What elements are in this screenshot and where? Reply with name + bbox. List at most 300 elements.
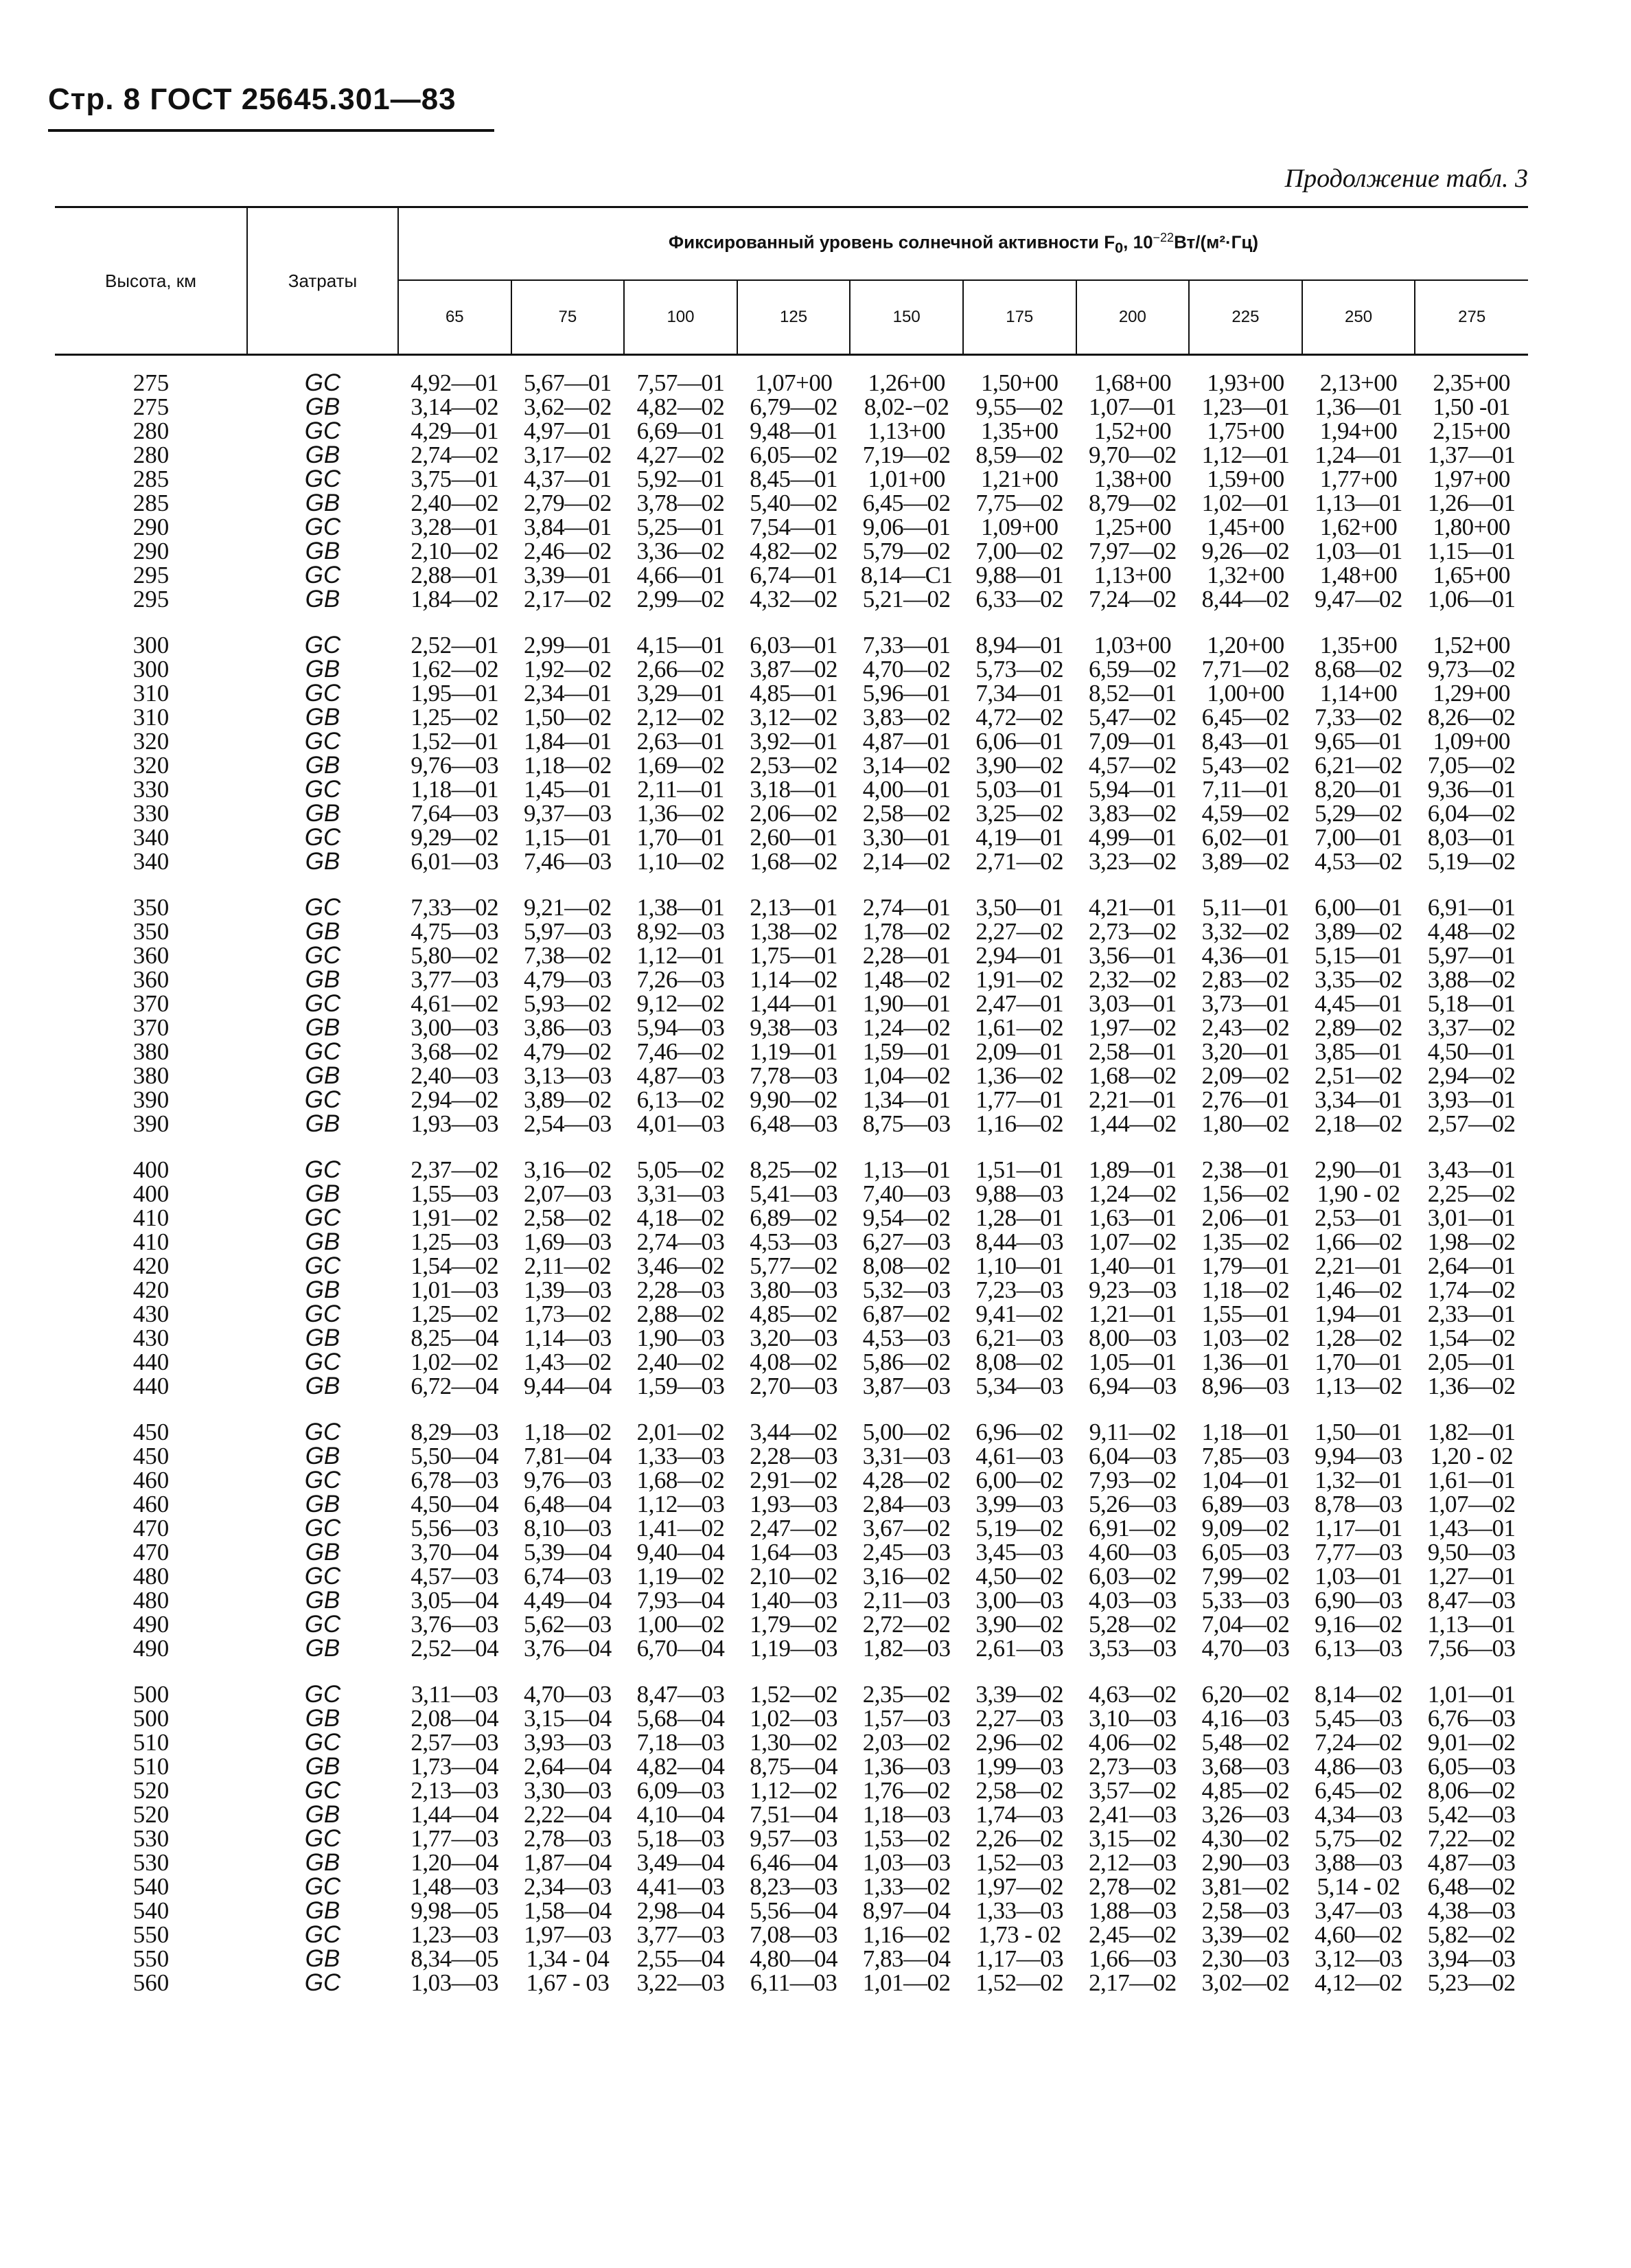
header-level-250: 250 bbox=[1302, 280, 1415, 355]
value-cell: 8,47—03 bbox=[1427, 1587, 1516, 1614]
value-cell: 7,40—03 bbox=[862, 1180, 951, 1207]
value-cell: 1,03—01 bbox=[1315, 1563, 1402, 1590]
value-cell: 1,44—01 bbox=[750, 990, 837, 1017]
value-cell: 1,73 - 02 bbox=[978, 1921, 1061, 1948]
altitude-cell: 550 bbox=[132, 1945, 170, 1972]
value-cell: 1,19—02 bbox=[636, 1563, 725, 1590]
value-cell: 4,87—01 bbox=[862, 728, 951, 755]
value-cell: 1,32—01 bbox=[1315, 1467, 1402, 1493]
value-cell: 7,23—03 bbox=[975, 1276, 1064, 1303]
value-cell: 7,38—02 bbox=[524, 942, 612, 969]
value-cell: 1,52—03 bbox=[975, 1849, 1064, 1876]
value-cell: 1,59—01 bbox=[862, 1038, 951, 1065]
table-row bbox=[55, 443, 1528, 467]
value-cell: 2,70—03 bbox=[750, 1373, 837, 1399]
value-cell: 1,90—03 bbox=[636, 1325, 725, 1351]
value-cell: 3,70—04 bbox=[410, 1539, 499, 1566]
value-cell: 4,72—02 bbox=[975, 704, 1064, 731]
group-spacer bbox=[55, 1398, 1528, 1420]
spacer-cell bbox=[55, 1398, 1528, 1420]
value-cell: 9,06—01 bbox=[862, 514, 951, 540]
altitude-cell: 420 bbox=[132, 1276, 170, 1303]
value-cell: 5,14 - 02 bbox=[1317, 1873, 1400, 1900]
value-cell: 9,44—04 bbox=[524, 1373, 612, 1399]
value-cell: 4,75—03 bbox=[410, 918, 499, 945]
value-cell: 2,37—02 bbox=[410, 1156, 499, 1183]
table-row bbox=[55, 1064, 1528, 1088]
value-cell: 3,68—02 bbox=[410, 1038, 499, 1065]
cost-cell: GC bbox=[304, 824, 341, 851]
value-cell: 6,03—01 bbox=[750, 632, 837, 658]
value-cell: 3,44—02 bbox=[750, 1419, 837, 1445]
value-cell: 2,17—02 bbox=[1088, 1969, 1177, 1996]
value-cell: 7,22—02 bbox=[1427, 1825, 1516, 1852]
value-cell: 1,45—01 bbox=[524, 776, 612, 803]
value-cell: 2,46—02 bbox=[524, 538, 612, 564]
value-cell: 3,39—01 bbox=[524, 562, 612, 588]
cost-cell: GB bbox=[305, 538, 340, 564]
value-cell: 4,03—03 bbox=[1088, 1587, 1177, 1614]
cost-cell: GB bbox=[305, 1753, 340, 1780]
value-cell: 1,48+00 bbox=[1319, 562, 1398, 588]
value-cell: 1,79—02 bbox=[750, 1611, 837, 1638]
value-cell: 1,57—03 bbox=[862, 1705, 951, 1732]
table-row bbox=[55, 1636, 1528, 1660]
value-cell: 1,25+00 bbox=[1094, 514, 1172, 540]
value-cell: 4,85—01 bbox=[750, 680, 837, 707]
table-row bbox=[55, 705, 1528, 729]
table-row bbox=[55, 1730, 1528, 1754]
altitude-cell: 380 bbox=[132, 1062, 170, 1089]
altitude-cell: 420 bbox=[132, 1252, 170, 1279]
table-row bbox=[55, 1540, 1528, 1564]
cost-cell: GB bbox=[305, 1062, 340, 1089]
altitude-cell: 285 bbox=[132, 466, 170, 492]
value-cell: 1,20 - 02 bbox=[1430, 1443, 1514, 1469]
cost-cell: GC bbox=[304, 562, 341, 588]
table-row bbox=[55, 1230, 1528, 1254]
value-cell: 2,78—02 bbox=[1088, 1873, 1177, 1900]
value-cell: 3,15—04 bbox=[524, 1705, 612, 1732]
value-cell: 4,79—03 bbox=[524, 966, 612, 993]
value-cell: 1,55—03 bbox=[410, 1180, 499, 1207]
value-cell: 9,23—03 bbox=[1088, 1276, 1177, 1303]
value-cell: 2,17—02 bbox=[524, 586, 612, 612]
value-cell: 2,15+00 bbox=[1433, 417, 1510, 444]
value-cell: 6,01—03 bbox=[410, 848, 499, 875]
altitude-cell: 520 bbox=[132, 1801, 170, 1828]
value-cell: 7,34—01 bbox=[975, 680, 1064, 707]
table-row bbox=[55, 1851, 1528, 1875]
table-row bbox=[55, 1754, 1528, 1778]
cost-cell: GC bbox=[304, 466, 341, 492]
value-cell: 1,36—03 bbox=[862, 1753, 951, 1780]
value-cell: 1,66—02 bbox=[1315, 1228, 1402, 1255]
cost-cell: GB bbox=[305, 1849, 340, 1876]
value-cell: 2,58—02 bbox=[862, 800, 951, 827]
value-cell: 1,43—01 bbox=[1427, 1515, 1516, 1542]
table-row bbox=[55, 515, 1528, 539]
value-cell: 4,00—01 bbox=[862, 776, 951, 803]
value-cell: 5,05—02 bbox=[636, 1156, 725, 1183]
value-cell: 3,12—03 bbox=[1315, 1945, 1402, 1972]
value-cell: 8,59—02 bbox=[975, 442, 1064, 468]
value-cell: 1,03—03 bbox=[410, 1969, 499, 1996]
value-cell: 1,35—02 bbox=[1201, 1228, 1290, 1255]
value-cell: 1,68—02 bbox=[750, 848, 837, 875]
value-cell: 1,13+00 bbox=[1094, 562, 1172, 588]
value-cell: 2,57—02 bbox=[1427, 1110, 1516, 1137]
cost-cell: GC bbox=[304, 990, 341, 1017]
value-cell: 1,68—02 bbox=[636, 1467, 725, 1493]
value-cell: 7,00—02 bbox=[975, 538, 1064, 564]
table-row bbox=[55, 371, 1528, 395]
value-cell: 5,97—01 bbox=[1427, 942, 1516, 969]
table-row bbox=[55, 1254, 1528, 1278]
value-cell: 2,41—03 bbox=[1088, 1801, 1177, 1828]
value-cell: 7,11—01 bbox=[1202, 776, 1289, 803]
altitude-cell: 480 bbox=[132, 1563, 170, 1590]
value-cell: 3,02—02 bbox=[1201, 1969, 1290, 1996]
value-cell: 1,17—01 bbox=[1315, 1515, 1402, 1542]
value-cell: 4,66—01 bbox=[636, 562, 725, 588]
value-cell: 1,68+00 bbox=[1094, 369, 1172, 396]
value-cell: 7,54—01 bbox=[750, 514, 837, 540]
value-cell: 2,47—01 bbox=[975, 990, 1064, 1017]
cost-cell: GB bbox=[305, 848, 340, 875]
cost-cell: GB bbox=[305, 752, 340, 779]
value-cell: 7,24—02 bbox=[1088, 586, 1177, 612]
value-cell: 1,24—01 bbox=[1315, 442, 1402, 468]
value-cell: 6,11—03 bbox=[750, 1969, 837, 1996]
header-level-65: 65 bbox=[398, 280, 511, 355]
value-cell: 3,13—03 bbox=[524, 1062, 612, 1089]
value-cell: 1,87—04 bbox=[524, 1849, 612, 1876]
header-level-175: 175 bbox=[963, 280, 1076, 355]
value-cell: 9,76—03 bbox=[410, 752, 499, 779]
value-cell: 2,38—01 bbox=[1201, 1156, 1290, 1183]
value-cell: 3,39—02 bbox=[975, 1681, 1064, 1708]
value-cell: 7,33—02 bbox=[410, 894, 499, 921]
altitude-cell: 370 bbox=[132, 1014, 170, 1041]
value-cell: 2,63—01 bbox=[636, 728, 725, 755]
value-cell: 6,03—02 bbox=[1088, 1563, 1177, 1590]
cost-cell: GC bbox=[304, 1349, 341, 1375]
value-cell: 1,03—02 bbox=[1201, 1325, 1290, 1351]
altitude-cell: 285 bbox=[132, 490, 170, 516]
value-cell: 9,38—03 bbox=[750, 1014, 837, 1041]
value-cell: 3,16—02 bbox=[862, 1563, 951, 1590]
value-cell: 3,90—02 bbox=[975, 752, 1064, 779]
value-cell: 7,81—04 bbox=[524, 1443, 612, 1469]
table-row bbox=[55, 657, 1528, 681]
cost-cell: GC bbox=[304, 1515, 341, 1542]
value-cell: 2,94—01 bbox=[975, 942, 1064, 969]
value-cell: 1,09+00 bbox=[981, 514, 1059, 540]
value-cell: 2,05—01 bbox=[1427, 1349, 1516, 1375]
value-cell: 1,95—01 bbox=[410, 680, 499, 707]
cost-cell: GC bbox=[304, 942, 341, 969]
value-cell: 1,50+00 bbox=[981, 369, 1059, 396]
value-cell: 1,51—01 bbox=[975, 1156, 1064, 1183]
value-cell: 1,70—01 bbox=[636, 824, 725, 851]
value-cell: 2,06—01 bbox=[1201, 1204, 1290, 1231]
value-cell: 1,44—02 bbox=[1088, 1110, 1177, 1137]
value-cell: 1,13—01 bbox=[1315, 490, 1402, 516]
table-row bbox=[55, 1612, 1528, 1636]
value-cell: 7,46—02 bbox=[636, 1038, 725, 1065]
table-row bbox=[55, 1923, 1528, 1947]
value-cell: 1,46—02 bbox=[1315, 1276, 1402, 1303]
spacer-cell bbox=[55, 873, 1528, 895]
table-row bbox=[55, 849, 1528, 873]
value-cell: 2,35+00 bbox=[1433, 369, 1510, 396]
value-cell: 1,40—03 bbox=[750, 1587, 837, 1614]
value-cell: 1,93—03 bbox=[410, 1110, 499, 1137]
value-cell: 5,86—02 bbox=[862, 1349, 951, 1375]
value-cell: 6,94—03 bbox=[1088, 1373, 1177, 1399]
altitude-cell: 500 bbox=[132, 1681, 170, 1708]
altitude-cell: 510 bbox=[132, 1753, 170, 1780]
value-cell: 4,59—02 bbox=[1201, 800, 1290, 827]
table-row bbox=[55, 1875, 1528, 1899]
value-cell: 1,21+00 bbox=[981, 466, 1059, 492]
value-cell: 3,67—02 bbox=[862, 1515, 951, 1542]
cost-cell: GB bbox=[305, 1897, 340, 1924]
value-cell: 1,15—01 bbox=[524, 824, 612, 851]
table-row bbox=[55, 467, 1528, 491]
value-cell: 1,82—01 bbox=[1427, 1419, 1516, 1445]
value-cell: 7,09—01 bbox=[1088, 728, 1177, 755]
value-cell: 1,43—02 bbox=[524, 1349, 612, 1375]
value-cell: 8,96—03 bbox=[1201, 1373, 1290, 1399]
value-cell: 1,56—02 bbox=[1201, 1180, 1290, 1207]
value-cell: 3,34—01 bbox=[1315, 1086, 1402, 1113]
value-cell: 1,70—01 bbox=[1315, 1349, 1402, 1375]
value-cell: 1,48—02 bbox=[862, 966, 951, 993]
value-cell: 4,19—01 bbox=[975, 824, 1064, 851]
cost-cell: GB bbox=[305, 442, 340, 468]
cost-cell: GB bbox=[305, 586, 340, 612]
value-cell: 7,04—02 bbox=[1201, 1611, 1290, 1638]
value-cell: 7,33—02 bbox=[1315, 704, 1402, 731]
value-cell: 1,74—03 bbox=[975, 1801, 1064, 1828]
value-cell: 2,06—02 bbox=[750, 800, 837, 827]
value-cell: 2,13+00 bbox=[1319, 369, 1398, 396]
cost-cell: GC bbox=[304, 776, 341, 803]
value-cell: 3,89—02 bbox=[1201, 848, 1290, 875]
cost-cell: GB bbox=[305, 918, 340, 945]
value-cell: 1,01—01 bbox=[1427, 1681, 1516, 1708]
value-cell: 9,73—02 bbox=[1427, 656, 1516, 683]
table-row bbox=[55, 1971, 1528, 1995]
altitude-cell: 530 bbox=[132, 1825, 170, 1852]
table-row bbox=[55, 1112, 1528, 1136]
value-cell: 1,35+00 bbox=[1319, 632, 1398, 658]
value-cell: 2,08—04 bbox=[410, 1705, 499, 1732]
value-cell: 1,84—01 bbox=[524, 728, 612, 755]
value-cell: 6,06—01 bbox=[975, 728, 1064, 755]
value-cell: 2,22—04 bbox=[524, 1801, 612, 1828]
value-cell: 2,58—02 bbox=[524, 1204, 612, 1231]
cost-cell: GB bbox=[305, 800, 340, 827]
value-cell: 4,97—01 bbox=[524, 417, 612, 444]
value-cell: 2,40—03 bbox=[410, 1062, 499, 1089]
value-cell: 1,79—01 bbox=[1201, 1252, 1290, 1279]
value-cell: 6,33—02 bbox=[975, 586, 1064, 612]
value-cell: 1,52—02 bbox=[975, 1969, 1064, 1996]
value-cell: 3,29—01 bbox=[636, 680, 725, 707]
cost-cell: GC bbox=[304, 1729, 341, 1756]
value-cell: 8,44—02 bbox=[1201, 586, 1290, 612]
cost-cell: GC bbox=[304, 1301, 341, 1327]
value-cell: 5,62—03 bbox=[524, 1611, 612, 1638]
value-cell: 9,11—02 bbox=[1089, 1419, 1177, 1445]
value-cell: 1,69—03 bbox=[524, 1228, 612, 1255]
value-cell: 1,19—03 bbox=[750, 1635, 837, 1662]
value-cell: 3,00—03 bbox=[410, 1014, 499, 1041]
cost-cell: GC bbox=[304, 514, 341, 540]
value-cell: 1,69—02 bbox=[636, 752, 725, 779]
value-cell: 1,94—01 bbox=[1315, 1301, 1402, 1327]
value-cell: 2,74—03 bbox=[636, 1228, 725, 1255]
value-cell: 3,81—02 bbox=[1201, 1873, 1290, 1900]
value-cell: 3,88—03 bbox=[1315, 1849, 1402, 1876]
value-cell: 3,05—04 bbox=[410, 1587, 499, 1614]
value-cell: 6,04—03 bbox=[1088, 1443, 1177, 1469]
value-cell: 1,13—01 bbox=[1427, 1611, 1516, 1638]
value-cell: 1,36—02 bbox=[975, 1062, 1064, 1089]
value-cell: 1,68—02 bbox=[1088, 1062, 1177, 1089]
value-cell: 8,06—02 bbox=[1427, 1777, 1516, 1804]
value-cell: 6,91—01 bbox=[1427, 894, 1516, 921]
value-cell: 9,88—01 bbox=[975, 562, 1064, 588]
value-cell: 9,29—02 bbox=[410, 824, 499, 851]
value-cell: 5,29—02 bbox=[1315, 800, 1402, 827]
value-cell: 5,94—01 bbox=[1088, 776, 1177, 803]
value-cell: 2,11—03 bbox=[863, 1587, 950, 1614]
value-cell: 3,46—02 bbox=[636, 1252, 725, 1279]
value-cell: 8,29—03 bbox=[410, 1419, 499, 1445]
value-cell: 9,65—01 bbox=[1315, 728, 1402, 755]
value-cell: 1,07+00 bbox=[754, 369, 833, 396]
value-cell: 3,43—01 bbox=[1427, 1156, 1516, 1183]
altitude-cell: 410 bbox=[132, 1204, 170, 1231]
value-cell: 5,80—02 bbox=[410, 942, 499, 969]
value-cell: 1,00+00 bbox=[1207, 680, 1284, 707]
value-cell: 2,74—02 bbox=[410, 442, 499, 468]
value-cell: 5,93—02 bbox=[524, 990, 612, 1017]
value-cell: 1,04—01 bbox=[1201, 1467, 1290, 1493]
altitude-cell: 400 bbox=[132, 1180, 170, 1207]
table-row bbox=[55, 1182, 1528, 1206]
value-cell: 4,82—02 bbox=[750, 538, 837, 564]
cost-cell: GB bbox=[305, 704, 340, 731]
value-cell: 4,10—04 bbox=[636, 1801, 725, 1828]
value-cell: 7,56—03 bbox=[1427, 1635, 1516, 1662]
value-cell: 3,50—01 bbox=[975, 894, 1064, 921]
value-cell: 8,75—03 bbox=[862, 1110, 951, 1137]
value-cell: 2,09—02 bbox=[1201, 1062, 1290, 1089]
value-cell: 1,91—02 bbox=[975, 966, 1064, 993]
table-row bbox=[55, 992, 1528, 1016]
value-cell: 4,12—02 bbox=[1315, 1969, 1402, 1996]
value-cell: 1,64—03 bbox=[750, 1539, 837, 1566]
value-cell: 2,27—02 bbox=[975, 918, 1064, 945]
value-cell: 4,82—04 bbox=[636, 1753, 725, 1780]
altitude-cell: 480 bbox=[132, 1587, 170, 1614]
altitude-cell: 470 bbox=[132, 1515, 170, 1542]
value-cell: 1,28—02 bbox=[1315, 1325, 1402, 1351]
value-cell: 1,16—02 bbox=[862, 1921, 951, 1948]
value-cell: 8,97—04 bbox=[862, 1897, 951, 1924]
altitude-cell: 275 bbox=[132, 393, 170, 420]
value-cell: 7,71—02 bbox=[1201, 656, 1290, 683]
value-cell: 3,77—03 bbox=[410, 966, 499, 993]
value-cell: 2,96—02 bbox=[975, 1729, 1064, 1756]
altitude-cell: 320 bbox=[132, 752, 170, 779]
value-cell: 2,66—02 bbox=[636, 656, 725, 683]
value-cell: 3,75—01 bbox=[410, 466, 499, 492]
value-cell: 3,22—03 bbox=[636, 1969, 725, 1996]
value-cell: 5,18—01 bbox=[1427, 990, 1516, 1017]
value-cell: 2,07—03 bbox=[524, 1180, 612, 1207]
value-cell: 6,59—02 bbox=[1088, 656, 1177, 683]
value-cell: 3,32—02 bbox=[1201, 918, 1290, 945]
value-cell: 1,77—03 bbox=[410, 1825, 499, 1852]
value-cell: 1,25—02 bbox=[410, 704, 499, 731]
value-cell: 5,00—02 bbox=[862, 1419, 951, 1445]
value-cell: 6,09—03 bbox=[636, 1777, 725, 1804]
cost-cell: GC bbox=[304, 1086, 341, 1113]
cost-cell: GC bbox=[304, 1563, 341, 1590]
value-cell: 6,91—02 bbox=[1088, 1515, 1177, 1542]
value-cell: 5,97—03 bbox=[524, 918, 612, 945]
value-cell: 4,53—03 bbox=[750, 1228, 837, 1255]
value-cell: 2,58—02 bbox=[975, 1777, 1064, 1804]
value-cell: 1,59+00 bbox=[1207, 466, 1284, 492]
cost-cell: GB bbox=[305, 1705, 340, 1732]
value-cell: 1,20—04 bbox=[410, 1849, 499, 1876]
altitude-cell: 540 bbox=[132, 1897, 170, 1924]
value-cell: 8,79—02 bbox=[1088, 490, 1177, 516]
value-cell: 9,26—02 bbox=[1201, 538, 1290, 564]
header-level-200: 200 bbox=[1076, 280, 1190, 355]
value-cell: 4,53—02 bbox=[1315, 848, 1402, 875]
value-cell: 3,90—02 bbox=[975, 1611, 1064, 1638]
value-cell: 4,37—01 bbox=[524, 466, 612, 492]
value-cell: 3,87—02 bbox=[750, 656, 837, 683]
altitude-cell: 310 bbox=[132, 704, 170, 731]
value-cell: 7,51—04 bbox=[750, 1801, 837, 1828]
value-cell: 6,48—02 bbox=[1427, 1873, 1516, 1900]
value-cell: 4,01—03 bbox=[636, 1110, 725, 1137]
value-cell: 1,88—03 bbox=[1088, 1897, 1177, 1924]
value-cell: 3,83—02 bbox=[862, 704, 951, 731]
value-cell: 5,56—03 bbox=[410, 1515, 499, 1542]
table-row bbox=[55, 1206, 1528, 1230]
value-cell: 1,18—02 bbox=[524, 1419, 612, 1445]
value-cell: 8,23—03 bbox=[750, 1873, 837, 1900]
value-cell: 3,11—03 bbox=[411, 1681, 498, 1708]
value-cell: 4,06—02 bbox=[1088, 1729, 1177, 1756]
altitude-cell: 560 bbox=[132, 1969, 170, 1996]
value-cell: 1,48—03 bbox=[410, 1873, 499, 1900]
header-level-150: 150 bbox=[850, 280, 963, 355]
value-cell: 4,08—02 bbox=[750, 1349, 837, 1375]
altitude-cell: 550 bbox=[132, 1921, 170, 1948]
value-cell: 3,15—02 bbox=[1088, 1825, 1177, 1852]
